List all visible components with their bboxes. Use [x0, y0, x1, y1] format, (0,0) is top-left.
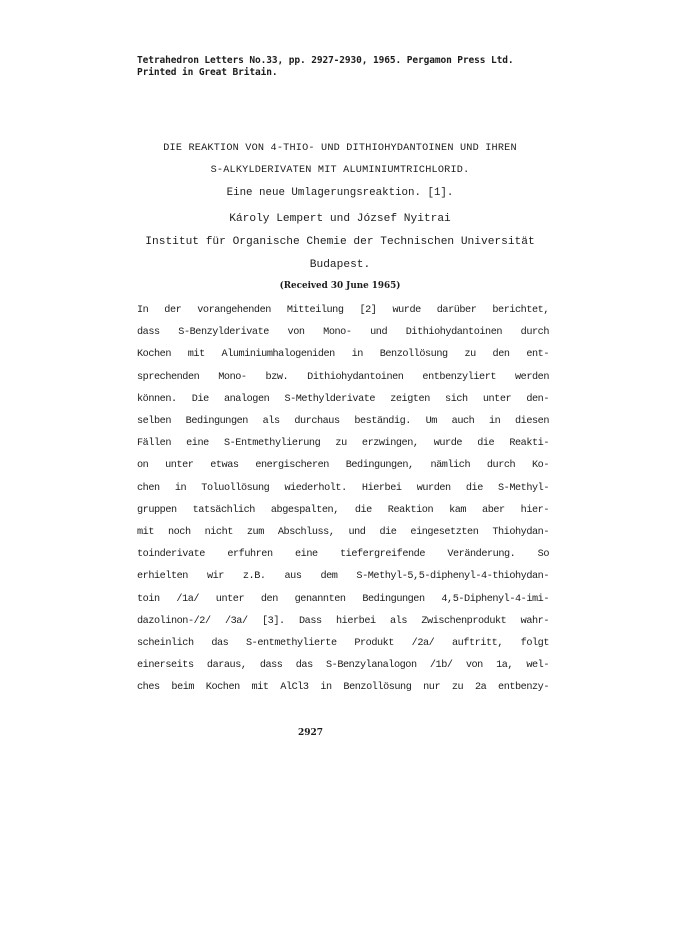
body-line: Kochen mit Aluminiumhalogeniden in Benzollösung zu den ent- — [137, 349, 549, 361]
authors: Károly Lempert und József Nyitrai — [229, 213, 451, 225]
journal-citation: Tetrahedron Letters No.33, pp. 2927-2930, 1965. Pergamon Press Ltd. — [137, 55, 514, 66]
page-number: 2927 — [298, 728, 324, 738]
body-line: Fällen eine S-Entmethylierung zu erzwingen, wurde die Reakti- — [137, 438, 549, 450]
body-line: mit noch nicht zum Abschluss, und die eingesetzten Thiohydan- — [137, 527, 549, 539]
body-line: selben Bedingungen als durchaus beständig. Um auch in diesen — [137, 416, 549, 428]
received-date: (Received 30 June 1965) — [279, 281, 401, 291]
institution: Institut für Organische Chemie der Technischen Universität — [145, 236, 535, 248]
printed-in: Printed in Great Britain. — [137, 67, 278, 78]
body-line: erhielten wir z.B. aus dem S-Methyl-5,5-diphenyl-4-thiohydan- — [137, 571, 549, 583]
city: Budapest. — [309, 259, 371, 271]
title-line-3: Eine neue Umlagerungsreaktion. [1]. — [226, 187, 454, 199]
body-line: einerseits daraus, dass das S-Benzylanalogon /1b/ von 1a, wel- — [137, 660, 549, 672]
body-line: chen in Toluollösung wiederholt. Hierbei wurden die S-Methyl- — [137, 482, 549, 494]
body-line: In der vorangehenden Mitteilung [2] wurde darüber berichtet, — [137, 305, 549, 316]
body-paragraph — [137, 300, 549, 700]
body-line: on unter etwas energischeren Bedingungen, nämlich durch Ko- — [137, 460, 549, 472]
title-line-2: S-ALKYLDERIVATEN MIT ALUMINIUMTRICHLORID. — [210, 165, 470, 176]
body-line: scheinlich das S-entmethylierte Produkt /2a/ auftritt, folgt — [137, 638, 549, 650]
title-line-1: DIE REAKTION VON 4-THIO- UND DITHIOHYDANTOINEN UND IHREN — [163, 143, 517, 154]
body-line: dass S-Benzylderivate von Mono- und Dithiohydantoinen durch — [137, 327, 549, 339]
body-line: gruppen tatsächlich abgespalten, die Reaktion kam aber hier- — [137, 504, 549, 516]
body-line: können. Die analogen S-Methylderivate zeigten sich unter den- — [137, 393, 549, 405]
body-line: dazolinon-/2/ /3a/ [3]. Dass hierbei als Zwischenprodukt wahr- — [137, 615, 549, 627]
body-line: sprechenden Mono- bzw. Dithiohydantoinen entbenzyliert werden — [137, 371, 549, 383]
body-line: ches beim Kochen mit AlCl3 in Benzollösung nur zu 2a entbenzy- — [137, 682, 549, 694]
body-line: toinderivate erfuhren eine tiefergreifende Veränderung. So — [137, 549, 549, 561]
body-line: toin /1a/ unter den genannten Bedingungen 4,5-Diphenyl-4-imi- — [137, 593, 549, 605]
journal-header — [137, 55, 514, 79]
